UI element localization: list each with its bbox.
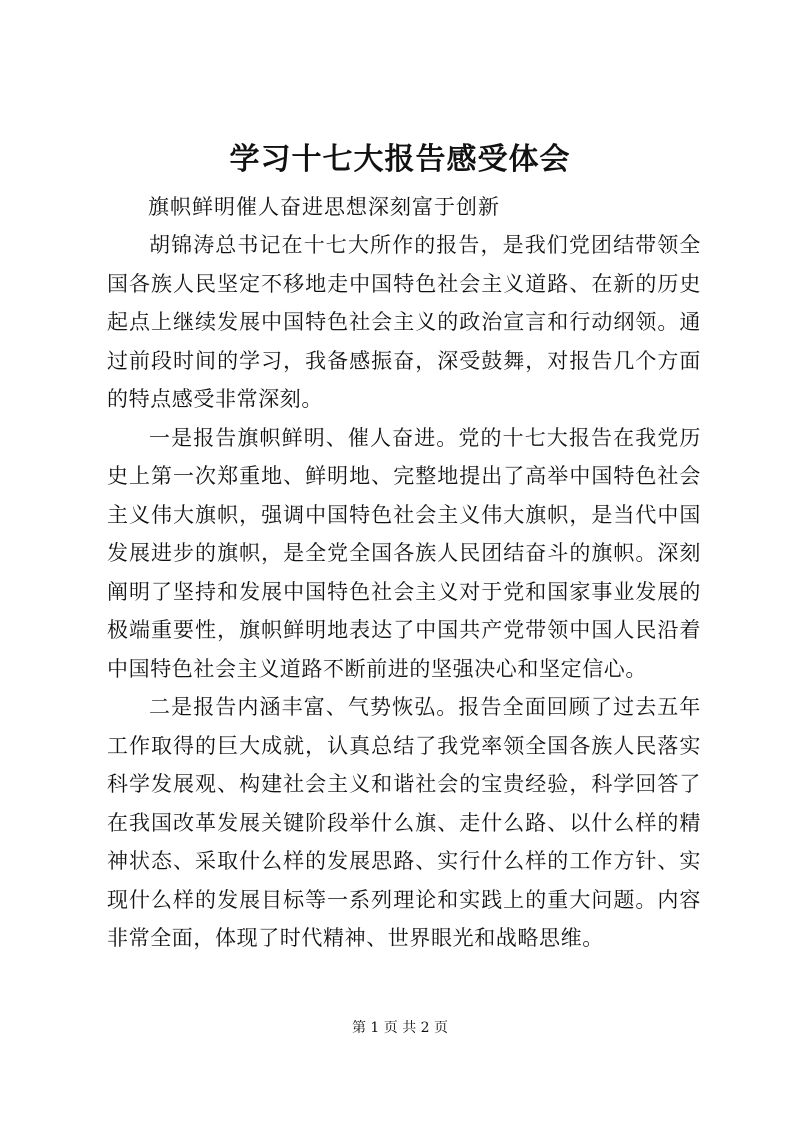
- paragraph: 胡锦涛总书记在十七大所作的报告，是我们党团结带领全国各族人民坚定不移地走中国特色社会主义道路、在新的历史起点上继续发展中国特色社会主义的政治宣言和行动纲领。通过前段时间的学习，我备感振奋，深受鼓舞，对报告几个方面的特点感受非常深刻。: [107, 233, 701, 411]
- subtitle: 旗帜鲜明催人奋进思想深刻富于创新: [148, 195, 500, 219]
- body-text: [107, 226, 701, 958]
- paragraph: 二是报告内涵丰富、气势恢弘。报告全面回顾了过去五年工作取得的巨大成就，认真总结了我党率领全国各族人民落实科学发展观、构建社会主义和谐社会的宝贵经验，科学回答了在我国改革发展关键阶段举什么旗、走什么路、以什么样的精神状态、采取什么样的发展思路、实行什么样的工作方针、实现什么样的发展目标等一系列理论和实践上的重大问题。内容非常全面，体现了时代精神、世界眼光和战略思维。: [107, 695, 701, 950]
- paragraph: 一是报告旗帜鲜明、催人奋进。党的十七大报告在我党历史上第一次郑重地、鲜明地、完整地提出了高举中国特色社会主义伟大旗帜，强调中国特色社会主义伟大旗帜，是当代中国发展进步的旗帜，是全党全国各族人民团结奋斗的旗帜。深刻阐明了坚持和发展中国特色社会主义对于党和国家事业发展的极端重要性，旗帜鲜明地表达了中国共产党带领中国人民沿着中国特色社会主义道路不断前进的坚强决心和坚定信心。: [107, 425, 701, 681]
- page-title: 学习十七大报告感受体会: [229, 142, 571, 177]
- page-footer: 第 1 页 共 2 页: [351, 1020, 449, 1036]
